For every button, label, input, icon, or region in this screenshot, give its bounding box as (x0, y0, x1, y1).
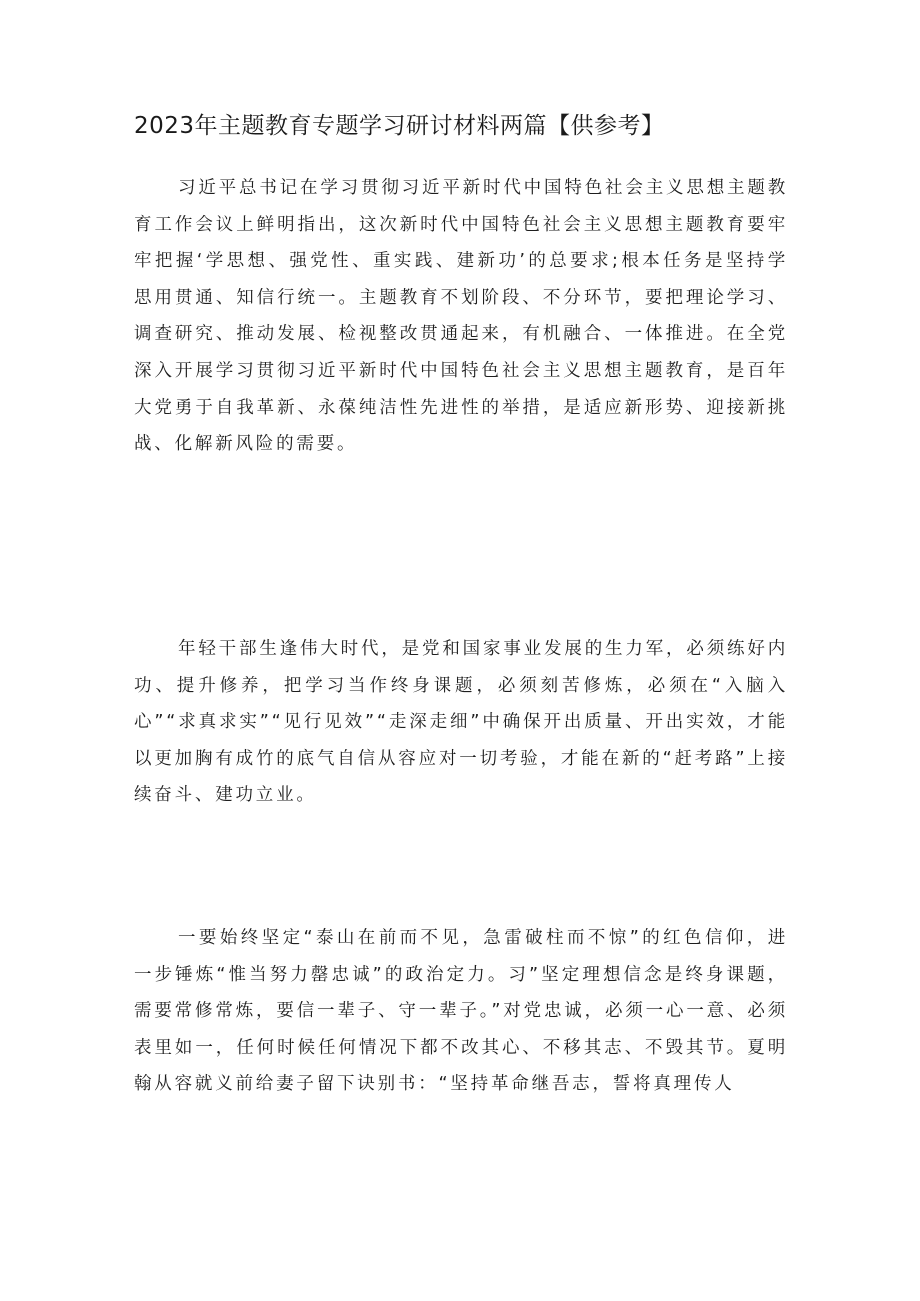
document-title: 2023年主题教育专题学习研讨材料两篇【供参考】 (134, 113, 665, 139)
paragraph-2: 年轻干部生逢伟大时代，是党和国家事业发展的生力军，必须练好内功、提升修养，把学习当作终身课题，必须刻苦修炼，必须在“入脑入心”“求真求实”“见行见效”“走深走细”中确保开出质量、开出实效，才能以更加胸有成竹的底气自信从容应对一切考验，才能在新的“赶考路”上接续奋斗、建功立业。 (134, 639, 788, 806)
paragraph-1: 习近平总书记在学习贯彻习近平新时代中国特色社会主义思想主题教育工作会议上鲜明指出，这次新时代中国特色社会主义思想主题教育要牢牢把握‘学思想、强党性、重实践、建新功’的总要求;根本任务是坚持学思用贯通、知信行统一。主题教育不划阶段、不分环节，要把理论学习、调查研究、推动发展、检视整改贯通起来，有机融合、一体推进。在全党深入开展学习贯彻习近平新时代中国特色社会主义思想主题教育，是百年大党勇于自我革新、永葆纯洁性先进性的举措，是适应新形势、迎接新挑战、化解新风险的需要。 (134, 178, 788, 455)
paragraph-3: 一要始终坚定“泰山在前而不见，急雷破柱而不惊”的红色信仰，进一步锤炼“惟当努力罄忠诚”的政治定力。习”坚定理想信念是终身课题，需要常修常炼，要信一辈子、守一辈子。”对党忠诚，必须一心一意、必须表里如一，任何时候任何情况下都不改其心、不移其志、不毁其节。夏明翰从容就义前给妻子留下诀别书：“坚持革命继吾志，誓将真理传人 (134, 928, 788, 1095)
